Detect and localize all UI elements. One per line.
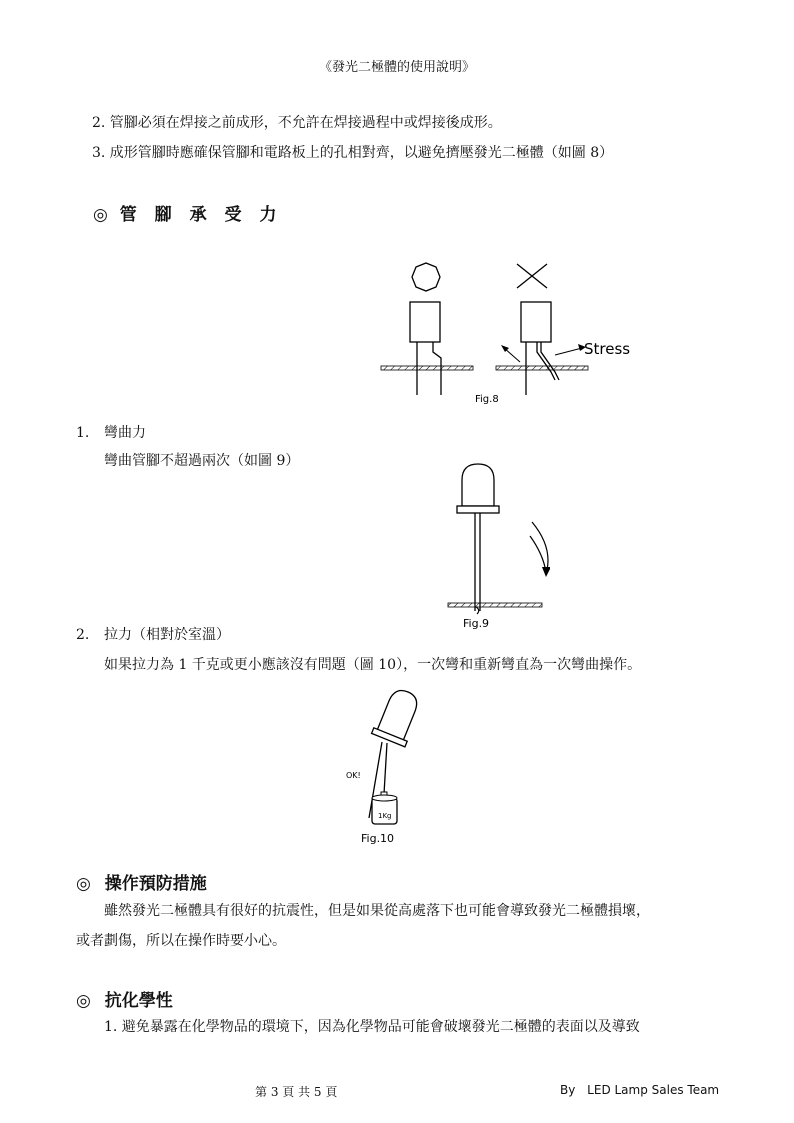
section-lead-force (93, 200, 282, 225)
footer-by: By (560, 1083, 576, 1097)
led-flange (457, 506, 499, 513)
bending-number: 1. (76, 425, 90, 441)
ok-octagon-icon (412, 263, 440, 291)
stress-arrow-right (555, 348, 582, 355)
bullet-symbol: ◎ (76, 991, 91, 1011)
pulling-description: 如果拉力為 1 千克或更小應該沒有問題（圖 10），一次彎和重新彎直為一次彎曲操作。 (104, 657, 642, 673)
section-lead-force-title: 管 腳 承 受 力 (119, 205, 283, 225)
footer-team: LED Lamp Sales Team (587, 1083, 720, 1097)
pulling-number: 2. (76, 627, 90, 643)
section-chemical-title: 抗化學性 (104, 991, 173, 1011)
weight-icon (372, 798, 397, 824)
led-dome (462, 464, 494, 506)
pulling-title: 拉力（相對於室溫） (104, 627, 230, 643)
figure-8 (375, 258, 645, 408)
chemical-item-1: 1. 避免暴露在化學物品的環境下，因為化學物品可能會破壞發光二極體的表面以及導致 (104, 1019, 640, 1035)
bullet-symbol: ◎ (93, 205, 108, 225)
bullet-symbol: ◎ (76, 874, 91, 894)
bending-title: 彎曲力 (104, 425, 146, 441)
bend-arrow-icon (532, 522, 548, 570)
handling-paragraph-line-1: 雖然發光二極體具有很好的抗震性，但是如果從高處落下也可能會導致發光二極體損壞， (104, 903, 650, 919)
ok-label: OK! (346, 771, 361, 780)
stress-label: Stress (584, 340, 631, 358)
figure-9 (440, 458, 550, 630)
fig10-caption: Fig.10 (361, 832, 395, 845)
bending-description: 彎曲管腳不超過兩次（如圖 9） (104, 453, 300, 469)
figure-10 (340, 676, 440, 848)
weight-label: 1Kg (378, 812, 392, 820)
pcb-right (496, 366, 588, 370)
section-handling-title: 操作預防措施 (104, 874, 207, 894)
lead-right (384, 743, 387, 794)
led-body-left (410, 302, 440, 342)
footer-page-info: 第 3 頁 共 5 頁 (255, 1085, 338, 1099)
section-chemical (76, 986, 173, 1011)
pcb (448, 603, 542, 607)
handling-paragraph-line-2: 或者劃傷，所以在操作時要小心。 (76, 933, 286, 949)
footer-credit (560, 1083, 719, 1097)
forming-item-2: 2. 管腳必須在焊接之前成形，不允許在焊接過程中或焊接後成形。 (92, 115, 502, 131)
led-body-right (521, 302, 551, 342)
section-handling (76, 869, 207, 894)
forming-item-3: 3. 成形管腳時應確保管腳和電路板上的孔相對齊，以避免擠壓發光二極體（如圖 8） (92, 145, 614, 161)
fig8-caption: Fig.8 (475, 394, 499, 405)
fig9-caption: Fig.9 (463, 617, 490, 630)
page-header-title: 《發光二極體的使用說明》 (318, 60, 475, 75)
pcb-left (381, 366, 473, 370)
